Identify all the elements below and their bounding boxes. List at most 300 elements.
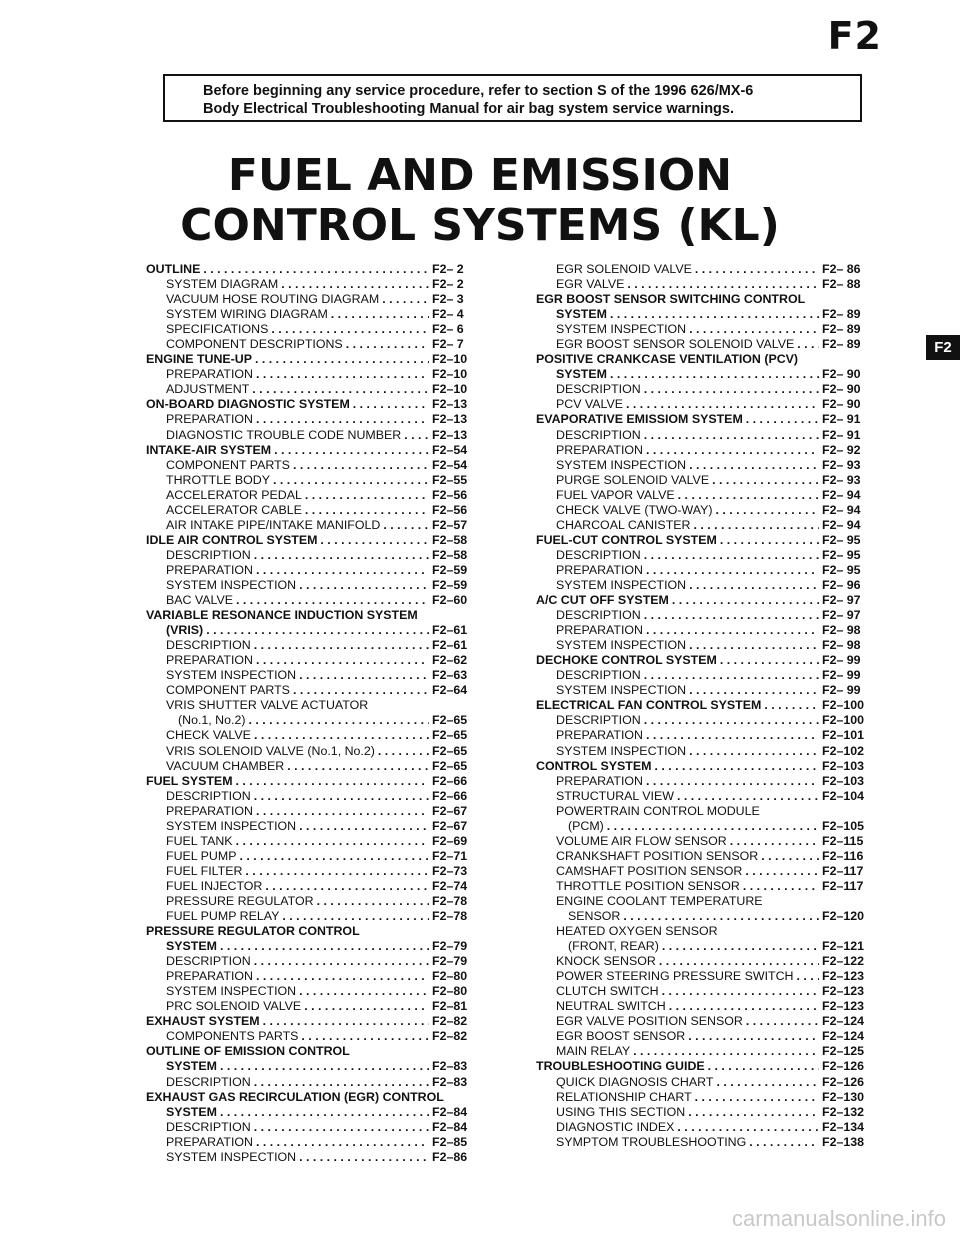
toc-entry[interactable] xyxy=(536,292,880,307)
toc-entry-title: PRESSURE REGULATOR CONTROL xyxy=(146,924,360,939)
toc-entry-page: F2–69 xyxy=(432,833,468,848)
toc-entry-page: F2–81 xyxy=(432,999,468,1014)
toc-entry-title: PREPARATION xyxy=(166,367,253,382)
toc-leader-dots xyxy=(236,834,429,849)
toc-entry-page: F2– 90 xyxy=(822,367,861,382)
toc-entry[interactable] xyxy=(146,864,490,879)
toc-leader-dots xyxy=(644,382,819,397)
toc-entry-page: F2–104 xyxy=(822,788,865,803)
toc-entry[interactable] xyxy=(536,789,880,804)
toc-entry[interactable] xyxy=(536,307,880,322)
toc-entry-page: F2–65 xyxy=(432,713,468,728)
toc-entry[interactable] xyxy=(536,608,880,623)
toc-entry-title: POSITIVE CRANKCASE VENTILATION (PCV) xyxy=(536,352,799,367)
toc-leader-dots xyxy=(646,774,819,789)
toc-entry-page: F2–54 xyxy=(432,442,468,457)
toc-entry-page: F2– 4 xyxy=(432,307,464,322)
toc-leader-dots xyxy=(281,277,429,292)
toc-entry-title: SYSTEM xyxy=(556,307,607,322)
toc-entry[interactable] xyxy=(146,819,490,834)
toc-leader-dots xyxy=(745,864,819,879)
toc-entry-page: F2–58 xyxy=(432,532,468,547)
toc-leader-dots xyxy=(248,713,429,728)
toc-entry[interactable] xyxy=(146,277,490,292)
toc-entry[interactable] xyxy=(146,1120,490,1135)
toc-entry[interactable] xyxy=(146,1135,490,1150)
toc-entry-title: DESCRIPTION xyxy=(166,547,251,562)
toc-entry[interactable] xyxy=(536,1075,880,1090)
toc-entry[interactable] xyxy=(536,954,880,969)
toc-entry[interactable] xyxy=(536,548,880,563)
toc-entry[interactable] xyxy=(536,277,880,292)
toc-entry-page: F2–55 xyxy=(432,472,468,487)
toc-entry-title: VACUUM CHAMBER xyxy=(166,758,285,773)
toc-entry[interactable] xyxy=(536,563,880,578)
toc-entry-title: PREPARATION xyxy=(556,773,643,788)
toc-entry-page: F2–82 xyxy=(432,1029,468,1044)
toc-entry-page: F2–121 xyxy=(822,939,865,954)
toc-leader-dots xyxy=(254,728,429,743)
toc-entry-page: F2–67 xyxy=(432,818,468,833)
toc-entry-page: F2–13 xyxy=(432,427,468,442)
toc-entry-page: F2– 92 xyxy=(822,442,861,457)
toc-entry-page: F2–13 xyxy=(432,397,468,412)
toc-entry-title: EXHAUST SYSTEM xyxy=(146,1014,260,1029)
toc-entry-page: F2–59 xyxy=(432,562,468,577)
toc-entry[interactable] xyxy=(536,864,880,879)
toc-entry[interactable] xyxy=(536,668,880,683)
toc-entry-title: IDLE AIR CONTROL SYSTEM xyxy=(146,532,318,547)
toc-entry[interactable] xyxy=(146,1105,490,1120)
toc-entry[interactable] xyxy=(536,683,880,698)
toc-leader-dots xyxy=(256,367,429,382)
toc-leader-dots xyxy=(206,623,429,638)
toc-entry-title: DESCRIPTION xyxy=(166,638,251,653)
toc-entry[interactable] xyxy=(536,1105,880,1120)
toc-entry[interactable] xyxy=(146,698,490,713)
toc-entry[interactable] xyxy=(536,352,880,367)
toc-entry[interactable] xyxy=(146,623,490,638)
toc-entry[interactable] xyxy=(536,1120,880,1135)
toc-entry-page: F2–13 xyxy=(432,412,468,427)
toc-entry[interactable] xyxy=(146,728,490,743)
toc-entry-title: EGR SOLENOID VALVE xyxy=(556,262,692,276)
toc-entry-title: DESCRIPTION xyxy=(166,1074,251,1089)
toc-entry-title: PREPARATION xyxy=(556,728,643,743)
page-title-line-2: CONTROL SYSTEMS (KL) xyxy=(180,200,780,251)
toc-entry[interactable] xyxy=(536,969,880,984)
toc-entry-page: F2– 96 xyxy=(822,577,861,592)
toc-entry[interactable] xyxy=(536,728,880,743)
toc-entry-title: THROTTLE POSITION SENSOR xyxy=(556,878,740,893)
toc-entry[interactable] xyxy=(146,653,490,668)
toc-entry[interactable] xyxy=(536,337,880,352)
toc-entry[interactable] xyxy=(536,533,880,548)
toc-entry-page: F2– 3 xyxy=(432,292,464,307)
toc-leader-dots xyxy=(695,262,819,277)
toc-entry-title: DESCRIPTION xyxy=(556,608,641,623)
toc-entry-title: FUEL PUMP xyxy=(166,848,237,863)
toc-entry[interactable] xyxy=(536,428,880,443)
toc-entry[interactable] xyxy=(146,503,490,518)
toc-leader-dots xyxy=(688,1029,819,1044)
toc-entry[interactable] xyxy=(536,322,880,337)
toc-entry[interactable] xyxy=(146,1029,490,1044)
toc-leader-dots xyxy=(708,1059,819,1074)
section-side-tab[interactable]: F2 xyxy=(926,335,960,360)
toc-entry[interactable] xyxy=(536,759,880,774)
toc-entry-page: F2–124 xyxy=(822,1029,865,1044)
page-title-line-1: FUEL AND EMISSION xyxy=(227,150,733,201)
toc-leader-dots xyxy=(282,909,429,924)
toc-entry[interactable] xyxy=(146,578,490,593)
toc-entry[interactable] xyxy=(536,774,880,789)
toc-leader-dots xyxy=(644,713,819,728)
toc-leader-dots xyxy=(797,969,819,984)
toc-entry[interactable] xyxy=(146,744,490,759)
toc-entry-title: PREPARATION xyxy=(166,562,253,577)
toc-leader-dots xyxy=(346,337,429,352)
toc-entry[interactable] xyxy=(146,834,490,849)
toc-entry[interactable] xyxy=(146,1150,490,1165)
toc-entry-title: SYSTEM xyxy=(166,1059,217,1074)
toc-leader-dots xyxy=(255,352,429,367)
toc-entry[interactable] xyxy=(536,999,880,1014)
toc-entry-page: F2–138 xyxy=(822,1134,865,1149)
toc-entry[interactable] xyxy=(146,1044,490,1059)
toc-leader-dots xyxy=(293,683,429,698)
toc-entry[interactable] xyxy=(146,804,490,819)
toc-entry[interactable] xyxy=(146,443,490,458)
toc-entry[interactable] xyxy=(536,1090,880,1105)
toc-entry[interactable] xyxy=(146,262,490,277)
toc-entry[interactable] xyxy=(536,382,880,397)
toc-entry[interactable] xyxy=(146,292,490,307)
toc-entry[interactable] xyxy=(146,849,490,864)
toc-entry-page: F2– 91 xyxy=(822,412,861,427)
toc-entry-page: F2–66 xyxy=(432,788,468,803)
toc-entry[interactable] xyxy=(536,367,880,382)
toc-entry-title: CLUTCH SWITCH xyxy=(556,984,659,999)
toc-entry[interactable] xyxy=(536,397,880,412)
toc-leader-dots xyxy=(743,879,819,894)
toc-entry[interactable] xyxy=(146,713,490,728)
toc-entry-page: F2– 7 xyxy=(432,337,464,352)
toc-leader-dots xyxy=(644,548,819,563)
toc-entry[interactable] xyxy=(536,623,880,638)
toc-leader-dots xyxy=(644,608,819,623)
toc-leader-dots xyxy=(677,1120,819,1135)
toc-leader-dots xyxy=(610,307,819,322)
toc-entry-title: OUTLINE OF EMISSION CONTROL xyxy=(146,1044,350,1059)
toc-entry-page: F2– 99 xyxy=(822,653,861,668)
toc-entry-page: F2–58 xyxy=(432,547,468,562)
toc-entry[interactable] xyxy=(146,608,490,623)
toc-leader-dots xyxy=(720,533,819,548)
toc-entry-page: F2–78 xyxy=(432,893,468,908)
toc-entry-page: F2–103 xyxy=(822,758,865,773)
toc-entry[interactable] xyxy=(146,668,490,683)
toc-entry-page: F2–124 xyxy=(822,1014,865,1029)
toc-entry-title: ENGINE TUNE-UP xyxy=(146,352,253,367)
toc-entry[interactable] xyxy=(146,1090,490,1105)
toc-entry[interactable] xyxy=(146,638,490,653)
toc-leader-dots xyxy=(610,367,819,382)
toc-entry-page: F2–134 xyxy=(822,1119,865,1134)
toc-entry-page: F2–57 xyxy=(432,517,468,532)
toc-entry-page: F2–82 xyxy=(432,1014,468,1029)
toc-leader-dots xyxy=(404,428,429,443)
toc-entry-title: PREPARATION xyxy=(166,412,253,427)
toc-leader-dots xyxy=(693,518,819,533)
toc-entry-title: CONTROL SYSTEM xyxy=(536,758,652,773)
toc-entry[interactable] xyxy=(146,683,490,698)
toc-entry-page: F2–84 xyxy=(432,1119,468,1134)
toc-entry[interactable] xyxy=(146,533,490,548)
toc-entry[interactable] xyxy=(146,999,490,1014)
toc-entry-title: EGR VALVE POSITION SENSOR xyxy=(556,1014,743,1029)
toc-entry-page: F2–126 xyxy=(822,1059,865,1074)
toc-leader-dots xyxy=(299,984,429,999)
toc-entry[interactable] xyxy=(146,548,490,563)
toc-entry-title: VACUUM HOSE ROUTING DIAGRAM xyxy=(166,292,380,307)
toc-entry[interactable] xyxy=(146,759,490,774)
toc-entry-title: SYMPTOM TROUBLESHOOTING xyxy=(556,1134,747,1149)
toc-entry-title: ELECTRICAL FAN CONTROL SYSTEM xyxy=(536,698,762,713)
toc-entry[interactable] xyxy=(536,1029,880,1044)
toc-leader-dots xyxy=(220,1105,429,1120)
toc-entry[interactable] xyxy=(536,488,880,503)
toc-entry[interactable] xyxy=(536,819,880,834)
toc-entry[interactable] xyxy=(146,924,490,939)
toc-leader-dots xyxy=(331,307,429,322)
toc-entry-page: F2– 94 xyxy=(822,487,861,502)
toc-leader-dots xyxy=(746,412,819,427)
toc-entry-title: PREPARATION xyxy=(556,623,643,638)
toc-entry-title: KNOCK SENSOR xyxy=(556,954,656,969)
toc-entry-page: F2–65 xyxy=(432,758,468,773)
service-warning-box xyxy=(163,74,862,122)
toc-entry-title: EGR BOOST SENSOR xyxy=(556,1029,686,1044)
toc-entry[interactable] xyxy=(536,638,880,653)
toc-leader-dots xyxy=(730,834,819,849)
toc-entry[interactable] xyxy=(146,473,490,488)
toc-entry-title: PREPARATION xyxy=(166,969,253,984)
toc-entry[interactable] xyxy=(146,1059,490,1074)
toc-entry-title: DESCRIPTION xyxy=(556,427,641,442)
toc-leader-dots xyxy=(646,728,819,743)
toc-leader-dots xyxy=(299,819,429,834)
toc-leader-dots xyxy=(220,1059,429,1074)
toc-entry-page: F2–83 xyxy=(432,1074,468,1089)
section-code: F2 xyxy=(827,14,882,58)
toc-entry-page: F2–116 xyxy=(822,848,864,863)
toc-entry-title: PURGE SOLENOID VALVE xyxy=(556,472,710,487)
toc-entry-page: F2–60 xyxy=(432,593,468,608)
toc-entry-page: F2– 95 xyxy=(822,562,861,577)
toc-leader-dots xyxy=(263,1014,429,1029)
toc-entry[interactable] xyxy=(536,879,880,894)
toc-leader-dots xyxy=(646,443,819,458)
toc-entry[interactable] xyxy=(536,984,880,999)
toc-entry[interactable] xyxy=(536,894,880,909)
toc-entry-page: F2– 93 xyxy=(822,472,861,487)
toc-entry[interactable] xyxy=(146,352,490,367)
toc-entry-title: CHARCOAL CANISTER xyxy=(556,517,691,532)
toc-leader-dots xyxy=(716,1075,819,1090)
toc-entry[interactable] xyxy=(146,984,490,999)
toc-entry-title: SYSTEM xyxy=(166,1104,217,1119)
warning-line-1: Before beginning any service procedure, refer to section S of the 1996 626/MX-6 xyxy=(203,83,754,99)
toc-entry[interactable] xyxy=(146,488,490,503)
toc-leader-dots xyxy=(689,638,819,653)
toc-entry[interactable] xyxy=(146,307,490,322)
toc-entry[interactable] xyxy=(146,954,490,969)
toc-entry-page: F2–67 xyxy=(432,803,468,818)
toc-leader-dots xyxy=(256,969,429,984)
toc-entry[interactable] xyxy=(536,1059,880,1074)
toc-entry-title: DECHOKE CONTROL SYSTEM xyxy=(536,653,717,668)
toc-entry[interactable] xyxy=(146,397,490,412)
toc-entry[interactable] xyxy=(536,939,880,954)
toc-leader-dots xyxy=(669,999,819,1014)
toc-entry[interactable] xyxy=(146,774,490,789)
toc-entry-page: F2–105 xyxy=(822,818,865,833)
toc-entry[interactable] xyxy=(536,1044,880,1059)
toc-entry[interactable] xyxy=(536,458,880,473)
toc-entry-title: SYSTEM DIAGRAM xyxy=(166,277,279,292)
toc-entry-title: SPECIFICATIONS xyxy=(166,322,269,337)
toc-entry-title: TROUBLESHOOTING GUIDE xyxy=(536,1059,705,1074)
toc-entry-title: SYSTEM xyxy=(166,939,217,954)
toc-entry-page: F2–56 xyxy=(432,487,468,502)
toc-entry-title: (FRONT, REAR) xyxy=(568,939,659,954)
toc-entry-page: F2–63 xyxy=(432,668,468,683)
toc-entry-page: F2–130 xyxy=(822,1089,865,1104)
toc-entry-title: FUEL FILTER xyxy=(166,863,243,878)
toc-entry[interactable] xyxy=(536,653,880,668)
toc-entry[interactable] xyxy=(146,518,490,533)
toc-entry[interactable] xyxy=(146,337,490,352)
toc-entry[interactable] xyxy=(146,382,490,397)
toc-leader-dots xyxy=(274,443,429,458)
toc-entry-title: (PCM) xyxy=(568,818,604,833)
toc-entry[interactable] xyxy=(146,879,490,894)
toc-entry[interactable] xyxy=(146,909,490,924)
toc-entry-title: INTAKE-AIR SYSTEM xyxy=(146,442,272,457)
toc-leader-dots xyxy=(627,277,819,292)
toc-entry[interactable] xyxy=(536,443,880,458)
toc-entry-page: F2–64 xyxy=(432,683,468,698)
toc-entry[interactable] xyxy=(536,518,880,533)
toc-entry[interactable] xyxy=(146,412,490,427)
toc-entry[interactable] xyxy=(146,367,490,382)
toc-entry[interactable] xyxy=(536,849,880,864)
toc-entry-title: SYSTEM INSPECTION xyxy=(556,577,687,592)
toc-leader-dots xyxy=(689,458,819,473)
toc-entry-title: A/C CUT OFF SYSTEM xyxy=(536,593,669,608)
toc-leader-dots xyxy=(254,1075,429,1090)
toc-right-column xyxy=(536,262,880,1150)
toc-entry[interactable] xyxy=(536,578,880,593)
toc-entry-page: F2–101 xyxy=(822,728,865,743)
toc-entry-title: DIAGNOSTIC INDEX xyxy=(556,1119,675,1134)
toc-entry-title: FUEL SYSTEM xyxy=(146,773,233,788)
toc-leader-dots xyxy=(689,744,819,759)
toc-entry-title: AIR INTAKE PIPE/INTAKE MANIFOLD xyxy=(166,517,381,532)
toc-leader-dots xyxy=(252,382,429,397)
toc-entry[interactable] xyxy=(146,894,490,909)
toc-entry-title: OUTLINE xyxy=(146,262,201,276)
toc-entry-page: F2–117 xyxy=(822,863,864,878)
toc-leader-dots xyxy=(746,1014,819,1029)
toc-entry[interactable] xyxy=(536,924,880,939)
toc-entry[interactable] xyxy=(146,428,490,443)
toc-entry[interactable] xyxy=(536,909,880,924)
toc-entry[interactable] xyxy=(536,473,880,488)
toc-leader-dots xyxy=(761,849,819,864)
toc-entry-title: SYSTEM INSPECTION xyxy=(556,743,687,758)
toc-leader-dots xyxy=(254,954,429,969)
toc-entry[interactable] xyxy=(536,1135,880,1150)
toc-leader-dots xyxy=(712,473,819,488)
toc-entry[interactable] xyxy=(536,1014,880,1029)
toc-entry[interactable] xyxy=(536,744,880,759)
toc-entry[interactable] xyxy=(536,412,880,427)
toc-entry[interactable] xyxy=(536,698,880,713)
toc-entry-page: F2– 99 xyxy=(822,683,861,698)
toc-entry[interactable] xyxy=(536,503,880,518)
toc-entry[interactable] xyxy=(536,834,880,849)
toc-entry[interactable] xyxy=(536,713,880,728)
toc-entry-title: FUEL-CUT CONTROL SYSTEM xyxy=(536,532,717,547)
toc-leader-dots xyxy=(317,894,429,909)
toc-leader-dots xyxy=(254,1120,429,1135)
toc-entry-page: F2–86 xyxy=(432,1149,468,1164)
toc-leader-dots xyxy=(299,668,429,683)
toc-entry[interactable] xyxy=(146,789,490,804)
toc-leader-dots xyxy=(236,593,429,608)
toc-entry[interactable] xyxy=(146,563,490,578)
toc-entry-title: COMPONENT DESCRIPTIONS xyxy=(166,337,343,352)
toc-entry-page: F2–59 xyxy=(432,577,468,592)
toc-entry-page: F2– 97 xyxy=(822,593,861,608)
toc-entry[interactable] xyxy=(536,593,880,608)
toc-entry[interactable] xyxy=(536,804,880,819)
toc-entry[interactable] xyxy=(146,322,490,337)
toc-entry-title: PRESSURE REGULATOR xyxy=(166,893,314,908)
toc-entry[interactable] xyxy=(146,969,490,984)
toc-entry[interactable] xyxy=(536,262,880,277)
toc-entry-page: F2–123 xyxy=(822,969,865,984)
toc-entry-title: PRC SOLENOID VALVE xyxy=(166,999,302,1014)
toc-entry-title: PCV VALVE xyxy=(556,397,624,412)
toc-entry[interactable] xyxy=(146,1075,490,1090)
toc-entry-title: PREPARATION xyxy=(166,803,253,818)
toc-entry-title: VARIABLE RESONANCE INDUCTION SYSTEM xyxy=(146,608,418,623)
toc-entry-title: DESCRIPTION xyxy=(556,668,641,683)
toc-entry[interactable] xyxy=(146,1014,490,1029)
toc-leader-dots xyxy=(353,397,429,412)
toc-entry[interactable] xyxy=(146,939,490,954)
toc-entry-page: F2–103 xyxy=(822,773,865,788)
toc-entry[interactable] xyxy=(146,593,490,608)
toc-entry-page: F2–10 xyxy=(432,382,468,397)
toc-entry[interactable] xyxy=(146,458,490,473)
toc-entry-title: PREPARATION xyxy=(556,562,643,577)
toc-entry-title: CHECK VALVE (TWO-WAY) xyxy=(556,502,713,517)
toc-leader-dots xyxy=(695,1090,819,1105)
